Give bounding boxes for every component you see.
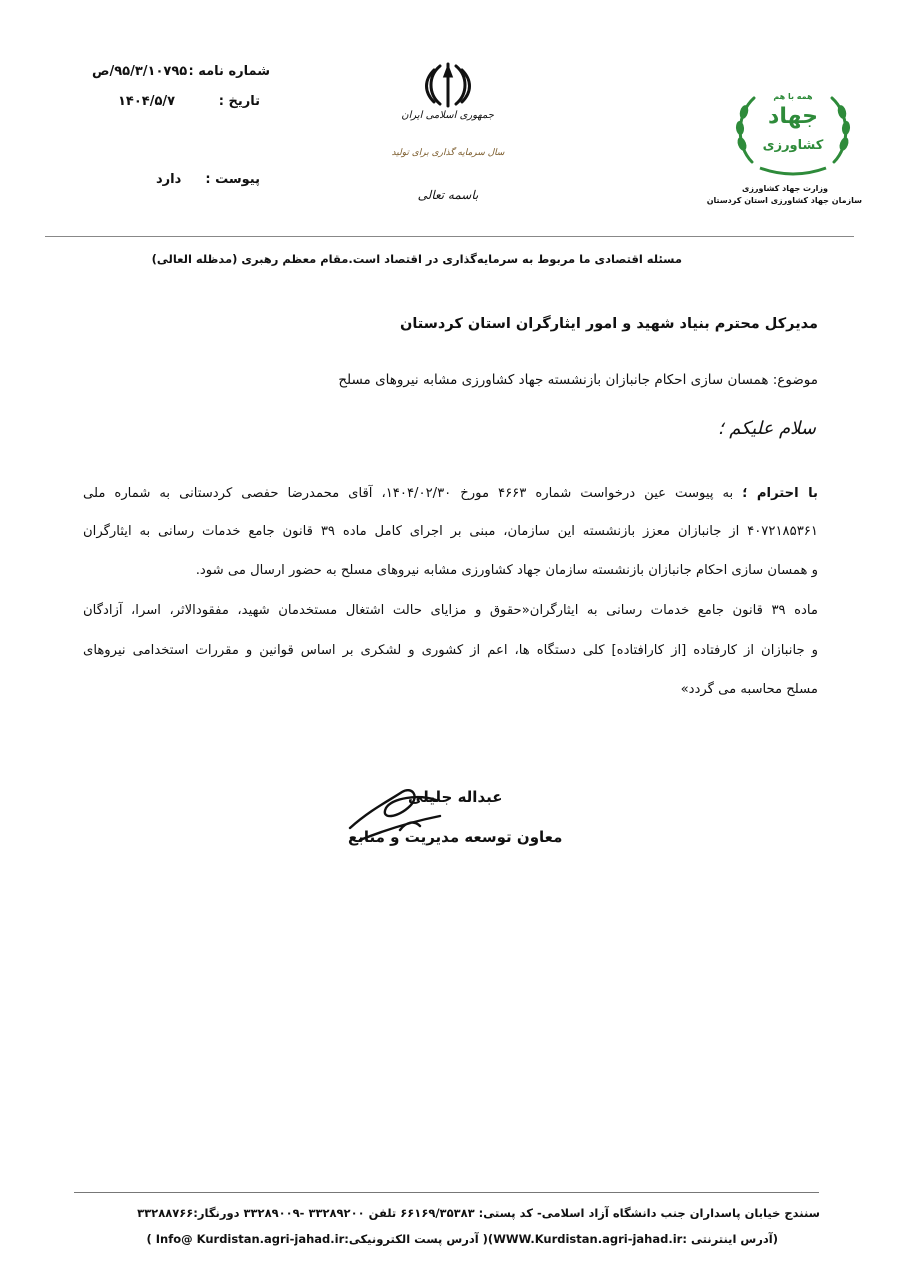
letter-number-label: شماره نامه : — [188, 64, 270, 79]
emblem-year-slogan: سال سرمایه گذاری برای تولید — [391, 148, 505, 158]
attachment-value: دارد — [156, 172, 182, 187]
footer-divider — [74, 1192, 819, 1193]
logo-caption-organization: سازمان جهاد کشاورزی استان کردستان — [706, 196, 862, 205]
logo-word-keshavarzi: کشاورزی — [762, 138, 824, 153]
iran-emblem — [391, 58, 505, 218]
emblem-bismillah: باسمه تعالی — [417, 188, 479, 202]
body-lead: با احترام ؛ — [742, 486, 818, 501]
logo-caption-ministry: وزارت جهاد کشاورزی — [741, 184, 828, 193]
letter-meta — [90, 60, 270, 190]
recipient: مدیرکل محترم بنیاد شهید و امور ایثارگران استان کردستان — [399, 316, 818, 332]
body-line-1-text: به پیوست عین درخواست شماره ۴۶۶۳ مورخ ۱۴۰۴/۰۲/۳۰، آقای محمدرضا حفصی کردستانی به شماره ملی — [83, 486, 734, 501]
logo-top-text: همه با هم — [773, 92, 813, 101]
footer-web: (آدرس اینترنتی :WWW.Kurdistan.agri-jahad.ir)( آدرس پست الکترونیکی:Info@ Kurdistan.agri-jahad.ir ) — [146, 1232, 778, 1246]
header-divider — [45, 236, 854, 237]
logo-word-jahad: جهاد — [768, 104, 818, 129]
footer-address: سنندج خیابان پاسداران جنب دانشگاه آزاد اسلامی- کد پستی: ۶۶۱۶۹/۳۵۳۸۳ تلفن ۳۳۲۸۹۲۰۰ -۳۳۲۸۹۰۰۹ دورنگار:۳۳۲۸۸۷۶۶ — [137, 1206, 820, 1220]
signatory-title: معاون توسعه مدیریت و منابع — [348, 828, 563, 846]
date-label: تاریخ : — [218, 94, 260, 109]
body-line-5: و جانبازان از کارفتاده [از کارافتاده] کلی دستگاه ها، اعم از کشوری و لشکری بر اساس قوانین و مقررات استخدامی نیروهای — [83, 643, 818, 658]
emblem-country-text: جمهوری اسلامی ایران — [401, 110, 494, 121]
letter-number-value: ۹۵/۳/۱۰۷۹۵/ص — [92, 64, 188, 79]
greeting: سلام علیکم ؛ — [717, 418, 816, 439]
signatory-name: عبداله جلیلی — [408, 788, 503, 806]
attachment-label: پیوست : — [205, 172, 260, 187]
body-line-3: و همسان سازی احکام جانبازان بازنشسته سازمان جهاد کشاورزی مشابه نیروهای مسلح به حضور ارسال می شود. — [195, 563, 818, 578]
date-value: ۱۴۰۴/۵/۷ — [118, 94, 176, 109]
body-line-4: ماده ۳۹ قانون جامع خدمات رسانی به ایثارگران«حقوق و مزایای حالت اشتغال مستخدمان شهید، مفقودالاثر، اسرا، آزادگان — [83, 603, 818, 618]
subject: موضوع: همسان سازی احکام جانبازان بازنشسته جهاد کشاورزی مشابه نیروهای مسلح — [338, 372, 818, 388]
body-line-6: مسلح محاسبه می گردد» — [680, 682, 818, 697]
emblem-icon — [398, 58, 498, 110]
leader-quote: مسئله اقتصادی ما مربوط به سرمایه‌گذاری در اقتصاد است.مقام معظم رهبری (مدظله العالی) — [151, 252, 682, 266]
body-line-1 — [83, 486, 818, 501]
body-line-2: ۴۰۷۲۱۸۵۳۶۱ از جانبازان معزز بازنشسته این سازمان، مبنی بر اجرای کامل ماده ۳۹ قانون جامع خدمات رسانی به ایثارگران — [83, 524, 818, 539]
jahad-logo — [706, 84, 862, 205]
